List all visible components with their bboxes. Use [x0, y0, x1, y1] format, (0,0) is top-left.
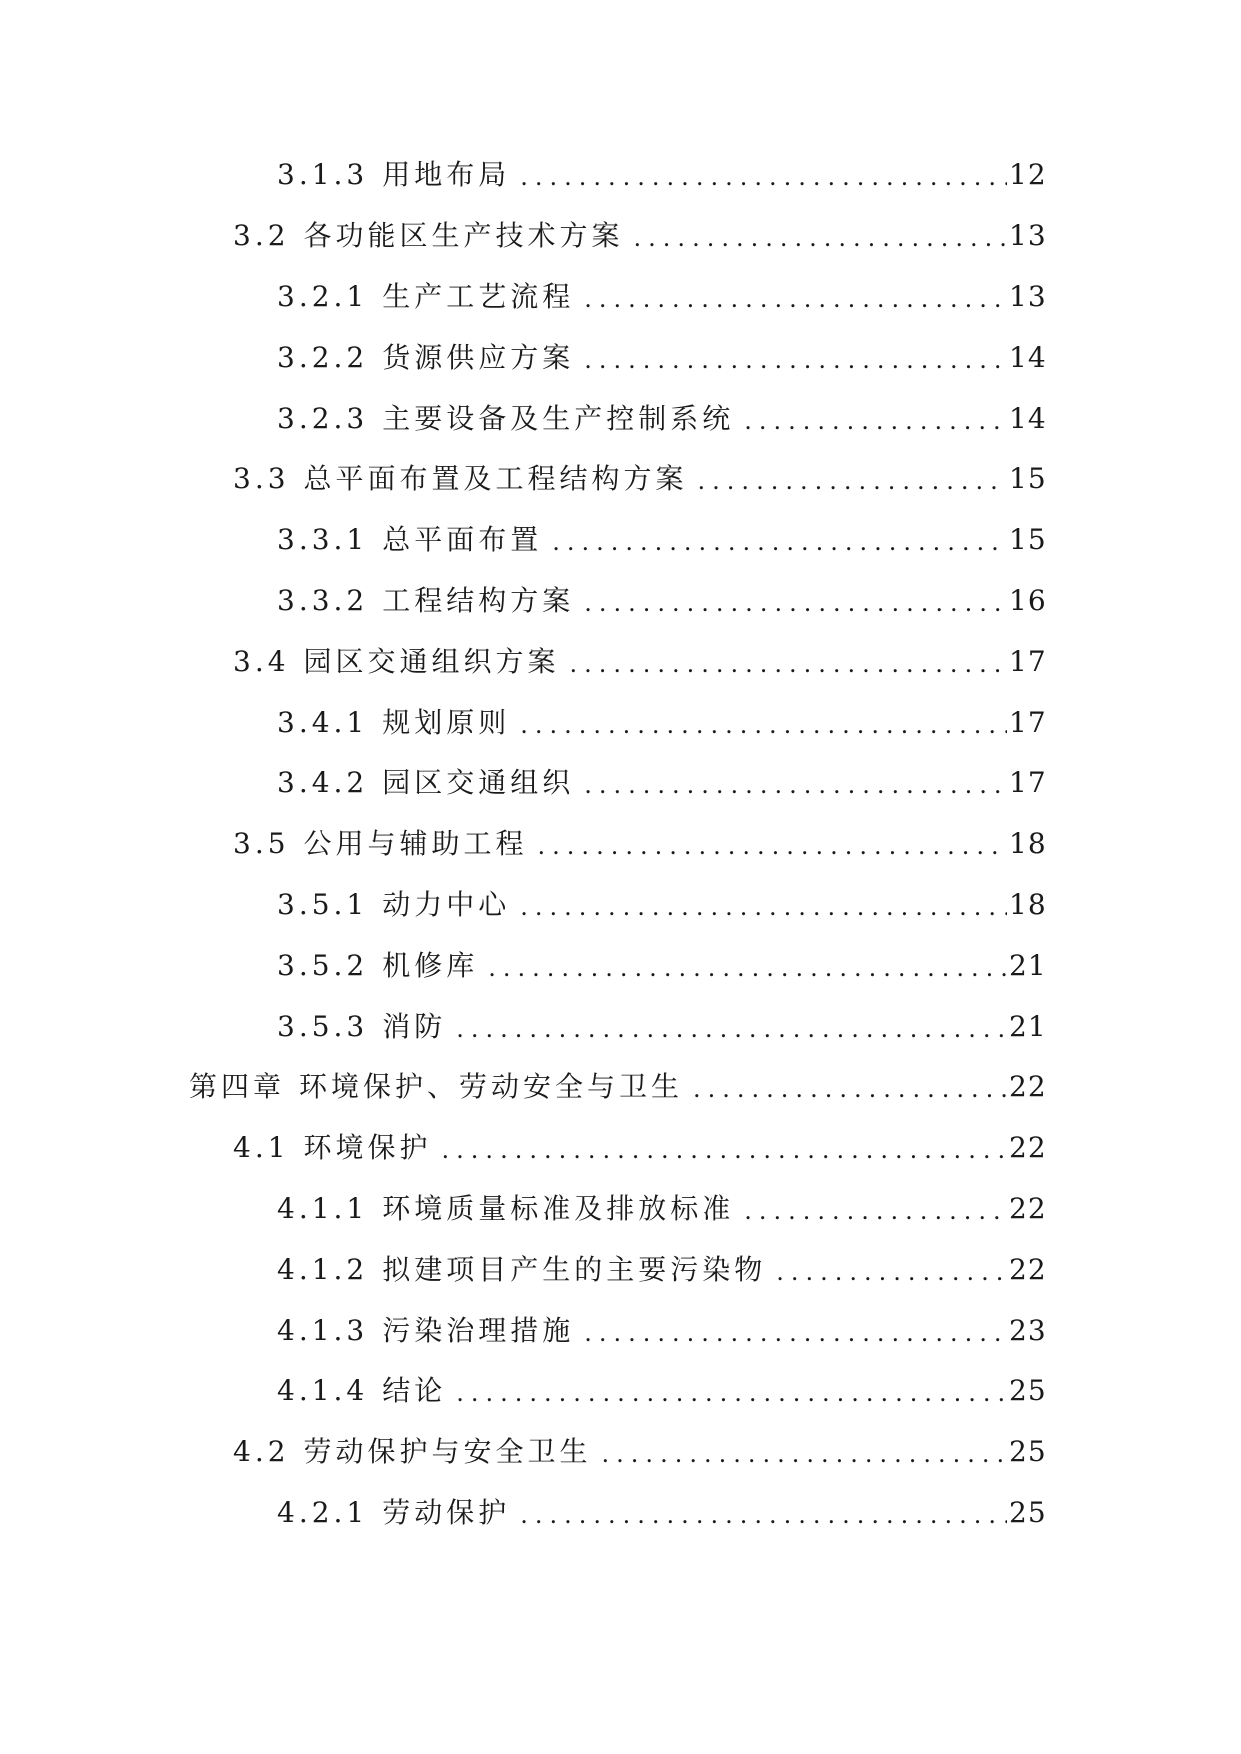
- toc-entry[interactable]: [0, 510, 1241, 571]
- toc-dot-leader: [584, 769, 1007, 797]
- toc-dot-leader: [744, 405, 1007, 433]
- toc-entry-page-number: 18: [1009, 827, 1047, 861]
- toc-dot-leader: [584, 587, 1007, 615]
- toc-entry[interactable]: [0, 1239, 1241, 1300]
- toc-entry-number: 4.2.1: [277, 1495, 369, 1529]
- toc-entry[interactable]: [0, 388, 1241, 449]
- toc-entry-number: 3.1.3: [277, 158, 369, 192]
- toc-entry[interactable]: [0, 1118, 1241, 1179]
- toc-entry-page-number: 17: [1009, 705, 1047, 739]
- toc-entry-number: 第四章: [189, 1070, 286, 1104]
- toc-entry-title: 机修库: [382, 948, 479, 982]
- toc-entry-page-number: 25: [1009, 1495, 1047, 1529]
- toc-entry[interactable]: [0, 327, 1241, 388]
- toc-entry-page-number: 23: [1009, 1313, 1047, 1347]
- toc-entry[interactable]: [0, 1361, 1241, 1422]
- toc-entry-page-number: 18: [1009, 887, 1047, 921]
- toc-entry-title: 环境质量标准及排放标准: [382, 1191, 735, 1225]
- toc-entry-page-number: 16: [1009, 583, 1047, 617]
- toc-entry-title: 总平面布置: [382, 523, 543, 557]
- toc-entry[interactable]: [0, 753, 1241, 814]
- toc-dot-leader: [442, 1134, 1007, 1162]
- toc-entry-title: 动力中心: [382, 887, 511, 921]
- toc-entry-number: 3.2.3: [277, 401, 369, 435]
- toc-dot-leader: [538, 830, 1007, 858]
- toc-entry-number: 4.1: [233, 1131, 290, 1165]
- toc-entry-number: 3.3.2: [277, 583, 369, 617]
- toc-dot-leader: [520, 891, 1007, 919]
- toc-entry-number: 3.5.2: [277, 948, 369, 982]
- toc-entry[interactable]: [0, 206, 1241, 267]
- toc-entry-title: 环境保护: [303, 1131, 432, 1165]
- toc-entry[interactable]: [0, 692, 1241, 753]
- toc-entry-title: 公用与辅助工程: [303, 827, 528, 861]
- toc-entry[interactable]: [0, 1057, 1241, 1118]
- toc-entry-page-number: 12: [1009, 158, 1047, 192]
- toc-dot-leader: [584, 1317, 1007, 1345]
- toc-entry-number: 3.5.3: [277, 1009, 369, 1043]
- toc-entry-number: 4.1.1: [277, 1191, 369, 1225]
- toc-entry-number: 3.2: [233, 219, 290, 253]
- toc-entry-page-number: 17: [1009, 644, 1047, 678]
- toc-entry-title: 货源供应方案: [382, 340, 575, 374]
- toc-dot-leader: [776, 1256, 1007, 1284]
- toc-entry-title: 工程结构方案: [382, 583, 575, 617]
- toc-entry-page-number: 15: [1009, 462, 1047, 496]
- toc-dot-leader: [520, 709, 1007, 737]
- toc-entry[interactable]: [0, 875, 1241, 936]
- toc-entry-number: 3.2.2: [277, 340, 369, 374]
- toc-entry-number: 4.1.2: [277, 1252, 369, 1286]
- toc-dot-leader: [584, 283, 1007, 311]
- toc-entry-title: 污染治理措施: [382, 1313, 575, 1347]
- toc-entry-title: 拟建项目产生的主要污染物: [382, 1252, 767, 1286]
- toc-entry-page-number: 13: [1009, 219, 1047, 253]
- toc-entry-number: 3.5: [233, 827, 290, 861]
- toc-dot-leader: [520, 161, 1007, 189]
- toc-dot-leader: [698, 465, 1007, 493]
- toc-entry-title: 主要设备及生产控制系统: [382, 401, 735, 435]
- toc-entry-page-number: 22: [1009, 1070, 1047, 1104]
- toc-dot-leader: [488, 952, 1007, 980]
- toc-entry-title: 园区交通组织方案: [303, 644, 560, 678]
- toc-entry-page-number: 22: [1009, 1191, 1047, 1225]
- toc-dot-leader: [584, 344, 1007, 372]
- toc-entry-number: 4.1.4: [277, 1374, 369, 1408]
- toc-entry[interactable]: [0, 814, 1241, 875]
- toc-entry-title: 用地布局: [382, 158, 511, 192]
- toc-entry-title: 劳动保护与安全卫生: [303, 1435, 592, 1469]
- toc-entry-page-number: 22: [1009, 1131, 1047, 1165]
- toc-entry-title: 消防: [382, 1009, 447, 1043]
- toc-entry-title: 结论: [382, 1374, 447, 1408]
- toc-entry-page-number: 15: [1009, 523, 1047, 557]
- toc-entry-title: 总平面布置及工程结构方案: [303, 462, 688, 496]
- toc-entry-page-number: 17: [1009, 766, 1047, 800]
- toc-entry-page-number: 14: [1009, 340, 1047, 374]
- toc-entry[interactable]: [0, 631, 1241, 692]
- toc-entry-title: 园区交通组织: [382, 766, 575, 800]
- toc-entry-page-number: 25: [1009, 1435, 1047, 1469]
- toc-entry-page-number: 13: [1009, 279, 1047, 313]
- toc-entry[interactable]: [0, 145, 1241, 206]
- toc-entry-page-number: 14: [1009, 401, 1047, 435]
- toc-entry[interactable]: [0, 1300, 1241, 1361]
- toc-dot-leader: [602, 1438, 1007, 1466]
- toc-dot-leader: [634, 222, 1007, 250]
- toc-entry[interactable]: [0, 571, 1241, 632]
- toc-dot-leader: [570, 648, 1007, 676]
- toc-entry-page-number: 22: [1009, 1252, 1047, 1286]
- toc-dot-leader: [520, 1499, 1007, 1527]
- toc-entry[interactable]: [0, 449, 1241, 510]
- toc-entry-number: 3.3: [233, 462, 290, 496]
- toc-dot-leader: [456, 1377, 1007, 1405]
- toc-dot-leader: [693, 1073, 1007, 1101]
- toc-entry-number: 3.4: [233, 644, 290, 678]
- toc-entry-number: 3.5.1: [277, 887, 369, 921]
- toc-dot-leader: [744, 1195, 1007, 1223]
- toc-entry-number: 3.2.1: [277, 279, 369, 313]
- table-of-contents: [0, 145, 1241, 1543]
- toc-entry-title: 规划原则: [382, 705, 511, 739]
- toc-entry-number: 4.2: [233, 1435, 290, 1469]
- toc-entry[interactable]: [0, 935, 1241, 996]
- toc-entry-number: 4.1.3: [277, 1313, 369, 1347]
- toc-dot-leader: [456, 1013, 1007, 1041]
- toc-entry-title: 生产工艺流程: [382, 279, 575, 313]
- toc-entry-page-number: 21: [1009, 948, 1047, 982]
- toc-entry-page-number: 21: [1009, 1009, 1047, 1043]
- toc-entry[interactable]: [0, 1422, 1241, 1483]
- toc-entry[interactable]: [0, 1483, 1241, 1544]
- toc-entry-number: 3.4.1: [277, 705, 369, 739]
- toc-entry[interactable]: [0, 267, 1241, 328]
- toc-entry-title: 劳动保护: [382, 1495, 511, 1529]
- toc-entry[interactable]: [0, 996, 1241, 1057]
- toc-dot-leader: [552, 526, 1007, 554]
- toc-entry-title: 各功能区生产技术方案: [303, 219, 624, 253]
- toc-entry-page-number: 25: [1009, 1374, 1047, 1408]
- toc-entry-title: 环境保护、劳动安全与卫生: [299, 1070, 684, 1104]
- toc-entry[interactable]: [0, 1179, 1241, 1240]
- toc-entry-number: 3.3.1: [277, 523, 369, 557]
- toc-entry-number: 3.4.2: [277, 766, 369, 800]
